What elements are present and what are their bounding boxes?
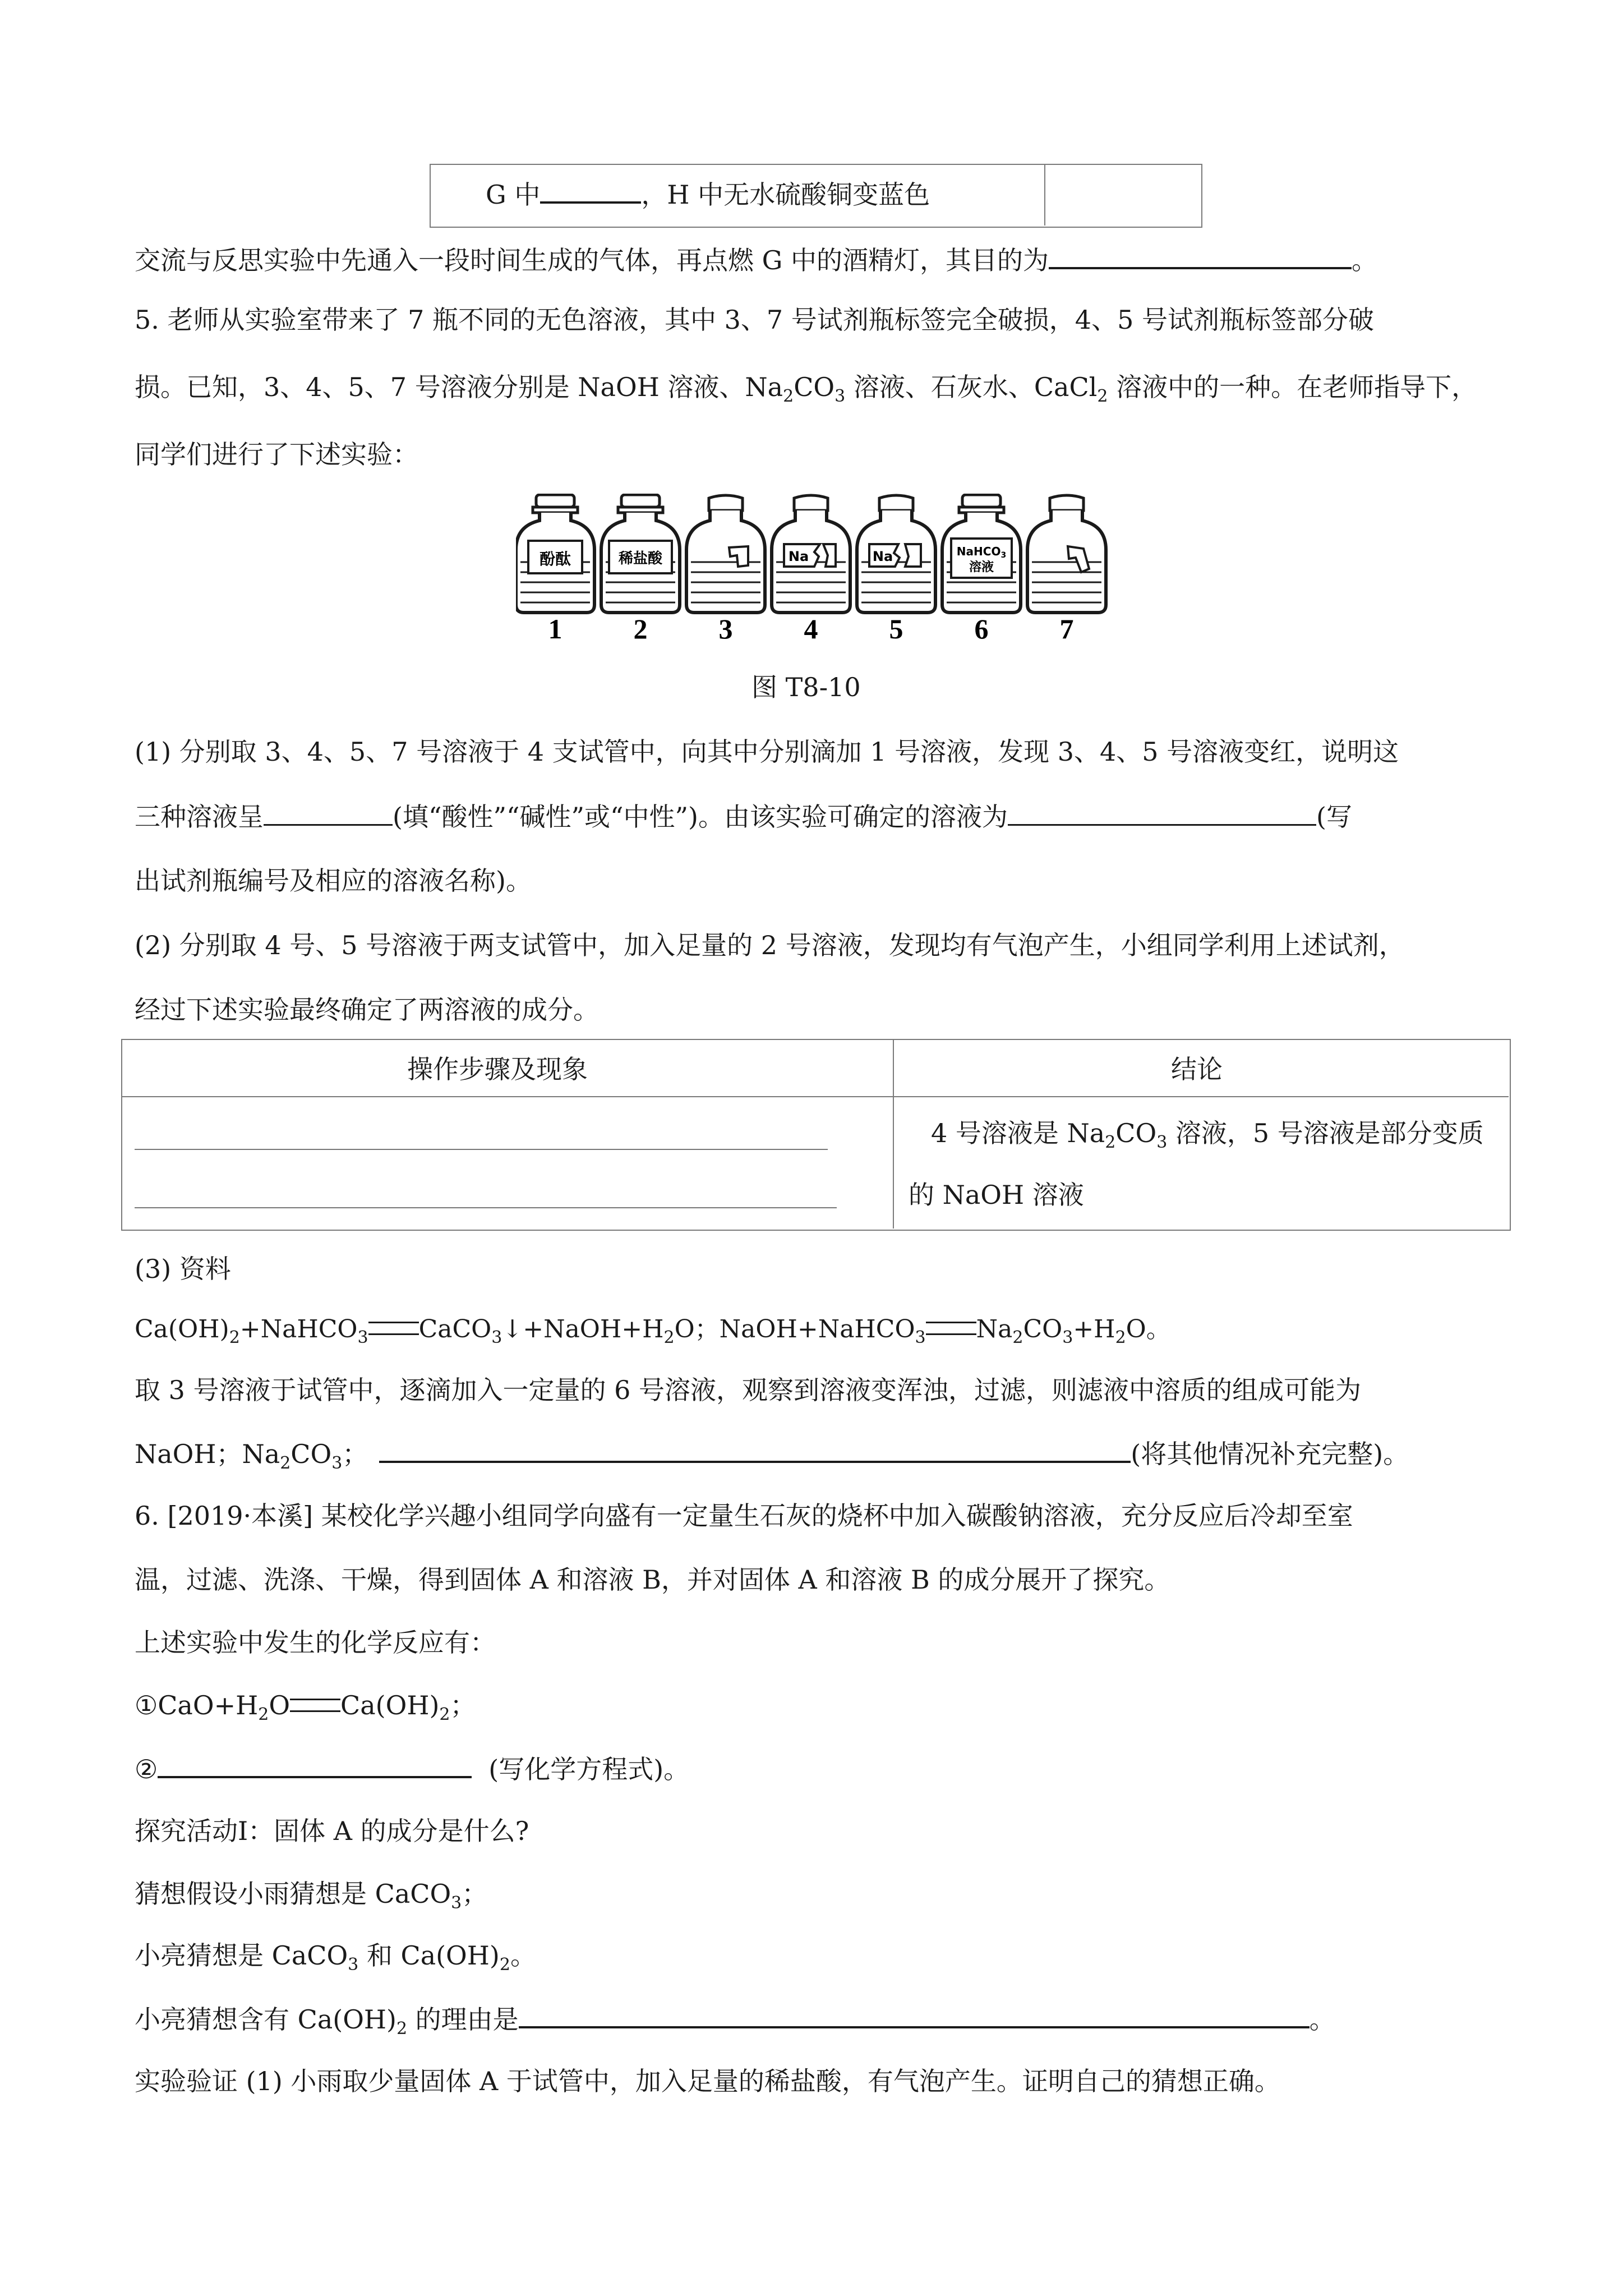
q5-part1-line2: 三种溶液呈 (填“酸性”“碱性”或“中性”)。由该实验可确定的溶液为 (写 (135, 799, 1352, 834)
answer-line-steps-1[interactable] (135, 1149, 828, 1150)
svg-text:1: 1 (548, 613, 562, 639)
figure-caption: 图 T8-10 (751, 672, 861, 702)
bottle-7 (1027, 495, 1106, 639)
bottle-4 (772, 495, 850, 639)
reagent-bottles-figure (516, 494, 1144, 639)
svg-text:溶液: 溶液 (969, 560, 994, 574)
q5-part3-line4: NaOH；$Na_2CO_3$； (将其他情况补充完整)。 (135, 1436, 1409, 1471)
q5-part1-line3: 出试剂瓶编号及相应的溶液名称)。 (135, 866, 532, 896)
answer-line-steps-2[interactable] (135, 1207, 837, 1208)
q6-hypothesis-rain: 猜想假设小雨猜想是 CaCO$_3$； (135, 1879, 488, 1913)
equals-sign (368, 1322, 419, 1335)
bottle-1 (516, 495, 594, 639)
q5-part3-equations: $Ca(OH)_2+NaHCO_3$ $CaCO_3↓+NaOH+H_2O$；NaOH+NaHCO$_3$ $Na_2CO_3+H_2O$。 (135, 1315, 1171, 1347)
q6-equation2: ② (写化学方程式)。 (135, 1751, 689, 1786)
q5-line3: 同学们进行了下述实验： (135, 439, 418, 470)
q6-line2: 温，过滤、洗涤、干燥，得到固体 A 和溶液 B，并对固体 A 和溶液 B 的成分展开了探究。 (135, 1565, 1170, 1595)
svg-text:4: 4 (804, 613, 818, 639)
svg-text:7: 7 (1059, 613, 1074, 639)
q5-part1-line1: (1) 分别取 3、4、5、7 号溶液于 4 支试管中，向其中分别滴加 1 号溶液，发现 3、4、5 号溶液变红，说明这 (135, 737, 1399, 767)
svg-text:6: 6 (974, 613, 989, 639)
answer-blank-acidity[interactable] (264, 799, 393, 826)
equals-sign (926, 1322, 976, 1335)
table-header-steps: 操作步骤及现象 (407, 1054, 588, 1084)
table-column-divider (893, 1039, 894, 1228)
svg-text:3: 3 (718, 613, 733, 639)
table-header-conclusion: 结论 (1171, 1054, 1223, 1084)
q6-activity1: 探究活动Ⅰ：固体 A 的成分是什么? (135, 1816, 529, 1846)
svg-text:5: 5 (889, 613, 903, 639)
answer-blank-reason[interactable] (519, 2001, 1310, 2028)
top-table-divider (1044, 164, 1045, 226)
q5-part2-line2: 经过下述实验最终确定了两溶液的成分。 (135, 995, 599, 1025)
q5-part2-line1: (2) 分别取 4 号、5 号溶液于两支试管中，加入足量的 2 号溶液，发现均有气泡产生，小组同学利用上述试剂， (135, 930, 1405, 960)
q6-line3: 上述实验中发生的化学反应有： (135, 1627, 496, 1658)
q6-reason: 小亮猜想含有 $Ca(OH)_2$ 的理由是 。 (135, 2001, 1335, 2036)
q6-hypothesis-liang: 小亮猜想是 CaCO$_3$ 和 $Ca(OH)_2$。 (135, 1940, 536, 1975)
equals-sign (290, 1699, 340, 1712)
top-table-text: G 中 ，H 中无水硫酸铜变蓝色 (486, 177, 930, 211)
answer-blank-purpose[interactable] (1049, 242, 1352, 269)
answer-blank-determined[interactable] (1008, 799, 1316, 826)
q6-equation1: $①CaO+H_2O$ $Ca(OH)_2$； (135, 1690, 476, 1724)
answer-blank-equation[interactable] (158, 1751, 472, 1778)
svg-text:Na: Na (788, 549, 809, 564)
q6-line1: 6. [2019·本溪] 某校化学兴趣小组同学向盛有一定量生石灰的烧杯中加入碳酸钠溶液，充分反应后冷却至室 (135, 1501, 1353, 1531)
q5-line1: 5. 老师从实验室带来了 7 瓶不同的无色溶液，其中 3、7 号试剂瓶标签完全破损，4、5 号试剂瓶标签部分破 (135, 305, 1374, 335)
svg-text:Na: Na (872, 549, 893, 564)
bottle-6 (942, 495, 1021, 639)
q5-part3-line3: 取 3 号溶液于试管中，逐滴加入一定量的 6 号溶液，观察到溶液变浑浊，过滤，则滤液中溶质的组成可能为 (135, 1375, 1362, 1405)
svg-text:2: 2 (633, 613, 648, 639)
q5-part3-title: (3) 资料 (135, 1254, 231, 1284)
table-header-divider (121, 1096, 1509, 1097)
table-conclusion-line1: 4 号溶液是 $Na_2CO_3$ 溶液，5 号溶液是部分变质 (931, 1118, 1484, 1152)
svg-text:NaHCO3: NaHCO$_3$ (956, 545, 1007, 560)
answer-blank-g[interactable] (540, 177, 641, 204)
svg-text:稀盐酸: 稀盐酸 (618, 550, 663, 567)
table-conclusion-line2: 的 NaOH 溶液 (909, 1180, 1084, 1210)
reflection-line: 交流与反思实验中先通入一段时间生成的气体，再点燃 G 中的酒精灯，其目的为 。 (135, 242, 1377, 277)
q6-verification: 实验验证 (1) 小雨取少量固体 A 于试管中，加入足量的稀盐酸，有气泡产生。证明自己的猜想正确。 (135, 2066, 1280, 2096)
svg-text:酚酞: 酚酞 (539, 550, 571, 568)
q5-line2: 损。已知，3、4、5、7 号溶液分别是 NaOH 溶液、$Na_2CO_3$ 溶液、石灰水、CaCl$_2$ 溶液中的一种。在老师指导下， (135, 372, 1478, 406)
bottle-2 (601, 495, 680, 639)
answer-blank-filtrate[interactable] (379, 1436, 1131, 1463)
bottle-3 (686, 495, 765, 639)
bottle-5 (857, 495, 935, 639)
